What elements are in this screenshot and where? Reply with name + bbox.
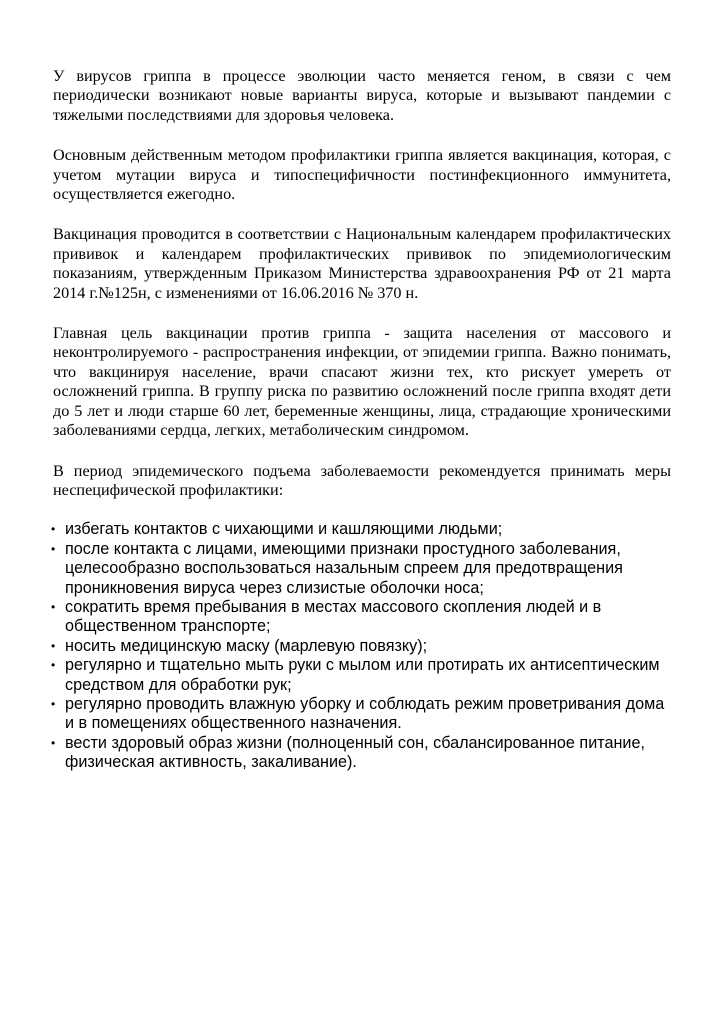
document-body — [53, 67, 671, 773]
bullet-icon: • — [51, 735, 56, 750]
bullet-icon: • — [51, 638, 56, 653]
list-item — [53, 598, 671, 637]
paragraph-influenza-evolution: У вирусов гриппа в процессе эволюции часто меняется геном, в связи с чем периодически возникают новые варианты вируса, которые и вызывают пандемии с тяжелыми последствиями для здоровья человека. — [53, 67, 671, 124]
bullet-icon: • — [51, 696, 56, 711]
list-item-text: избегать контактов с чихающими и кашляющими людьми; — [65, 520, 503, 539]
list-item — [53, 637, 671, 656]
bullet-icon: • — [51, 658, 56, 673]
list-item-text: сократить время пребывания в местах массового скопления людей и в общественном транспорте; — [65, 597, 602, 636]
list-item — [53, 695, 671, 734]
paragraph-prevention-intro: В период эпидемического подъема заболеваемости рекомендуется принимать меры неспецифической профилактики: — [53, 461, 671, 499]
bullet-icon: • — [51, 541, 56, 556]
bullet-icon: • — [51, 522, 56, 537]
paragraph-vaccination-calendar: Вакцинация проводится в соответствии с Национальным календарем профилактических прививок и календарем профилактических прививок по эпидемиологическим показаниям, утвержденным Приказом Министерства здравоохранения РФ от 21 марта 2014 г.№125н, с изменениями от 16.06.2016 № 370 н. — [53, 225, 671, 302]
list-item-text: носить медицинскую маску (марлевую повязку); — [65, 636, 428, 655]
list-item-text: регулярно проводить влажную уборку и соблюдать режим проветривания дома и в помещениях общественного назначения. — [65, 694, 665, 733]
list-item — [53, 734, 671, 773]
list-item — [53, 520, 671, 539]
bullet-icon: • — [51, 599, 56, 614]
list-item-text: регулярно и тщательно мыть руки с мылом или протирать их антисептическим средством для обработки рук; — [65, 656, 660, 694]
prevention-measures-list — [53, 520, 671, 772]
paragraph-vaccination-goal: Главная цель вакцинации против гриппа - защита населения от массового и неконтролируемого - распространения инфекции, от эпидемии гриппа. Важно понимать, что вакцинируя население, врачи спасают жизни тех, кто рискует умереть от осложнений гриппа. В группу риска по развитию осложнений после гриппа входят дети до 5 лет и люди старше 60 лет, беременные женщины, лица, страдающие хроническими заболеваниями сердца, легких, метаболическим синдромом. — [53, 324, 671, 440]
list-item-text: после контакта с лицами, имеющими признаки простудного заболевания, целесообразно воспользоваться назальным спреем для предотвращения проникновения вируса через слизистые оболочки носа; — [65, 539, 623, 597]
list-item — [53, 656, 671, 695]
paragraph-vaccination-method: Основным действенным методом профилактики гриппа является вакцинация, которая, с учетом мутации вируса и типоспецифичности постинфекционного иммунитета, осуществляется ежегодно. — [53, 146, 671, 204]
list-item-text: вести здоровый образ жизни (полноценный сон, сбалансированное питание, физическая активность, закаливание). — [65, 733, 645, 772]
list-item — [53, 540, 671, 598]
